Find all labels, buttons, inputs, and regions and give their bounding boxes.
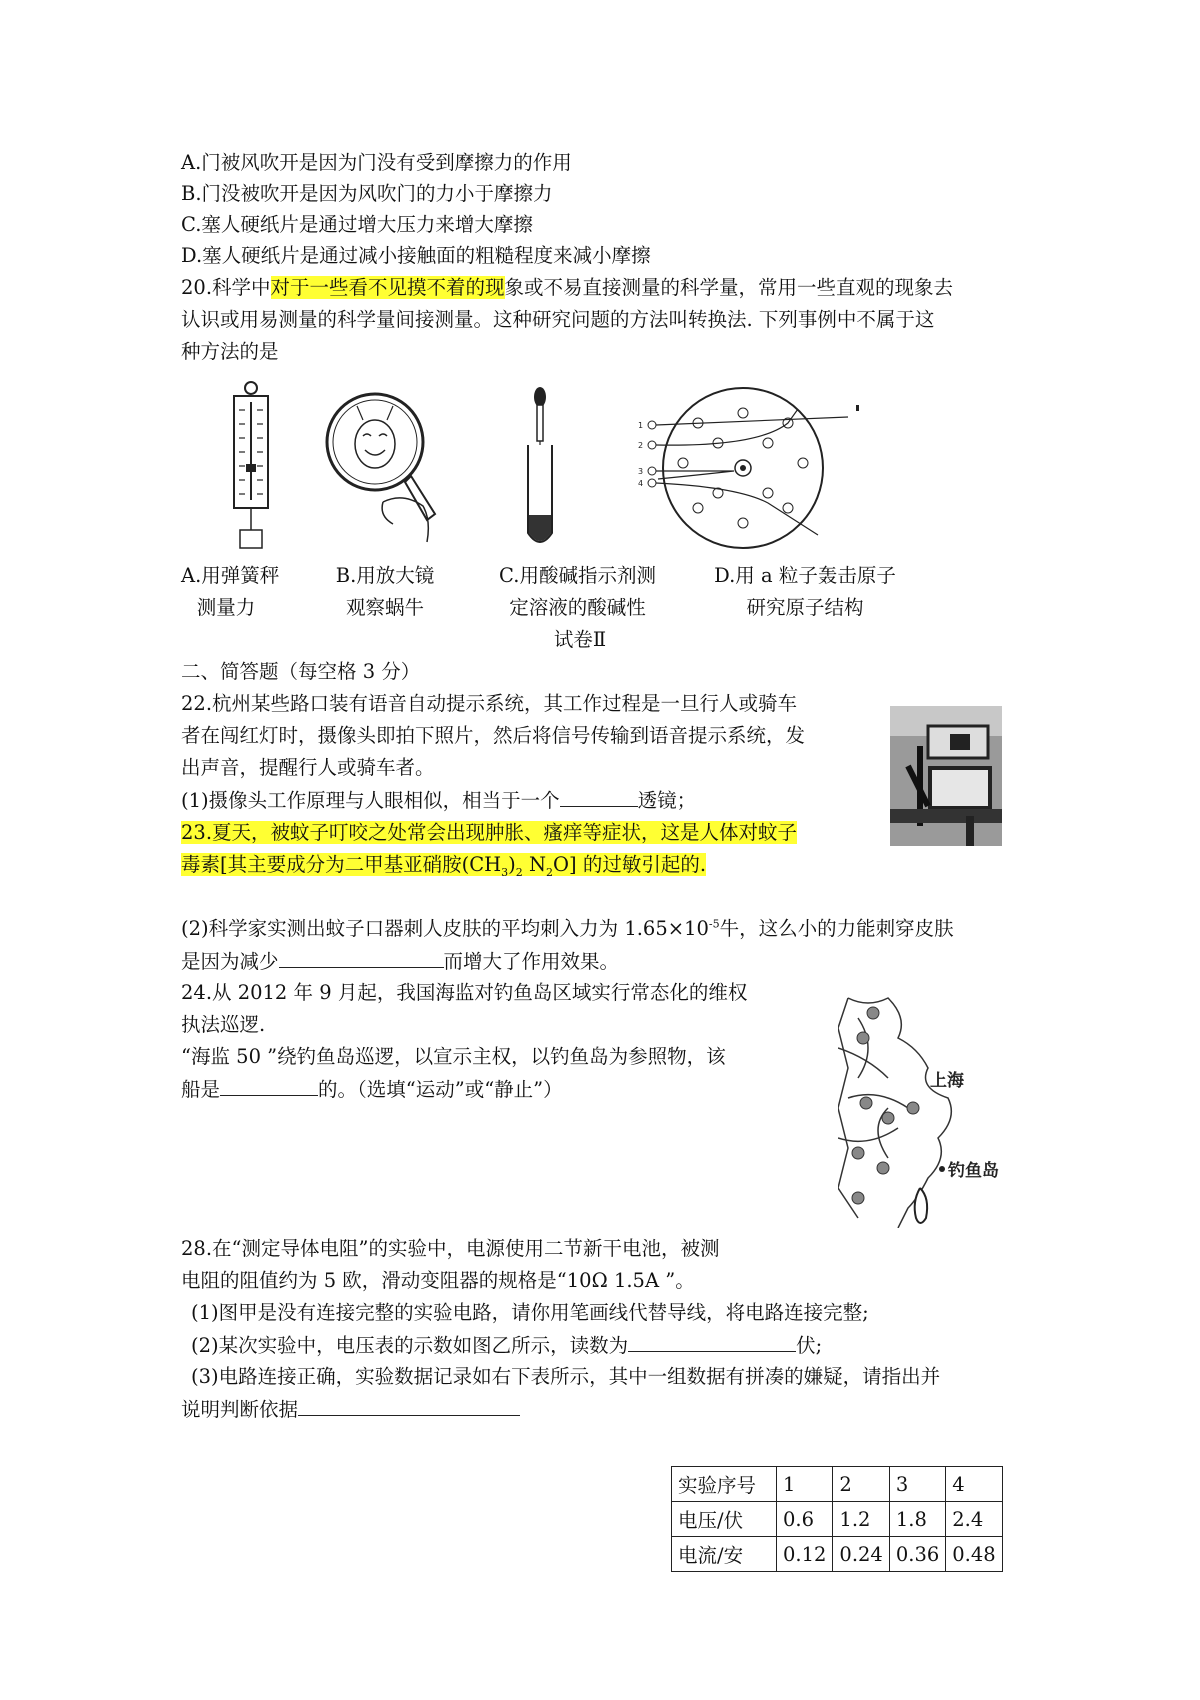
q23-sub-2-line-2-suffix: 而增大了作用效果。 [443,950,620,973]
q24-line-2: 执法巡逻. [181,1013,266,1036]
q23-formula-sub-3: 2 [546,865,554,879]
q23-answer-blank[interactable] [279,945,444,968]
q20-option-d-line-1: D.用 a 粒子轰击原子 [714,564,896,587]
q20-line-2: 认识或用易测量的科学量间接测量。这种研究问题的方法叫转换法. 下列事例中不属于这 [181,308,935,331]
table-cell: 实验序号 [672,1467,777,1502]
q28-sub-2 [191,1329,822,1362]
q20-option-a-line-2: 测量力 [196,596,256,619]
q23-formula-d: O] 的过敏引起的. [553,853,707,876]
q20-option-b-line-1: B.用放大镜 [335,564,435,587]
q20-option-c-line-1: C.用酸碱指示剂测 [499,564,656,587]
q20-prefix: 20.科学中 [181,276,271,299]
table-cell: 电压/伏 [672,1502,777,1537]
paper-2-title: 试卷Ⅱ [553,628,607,651]
q23-formula-a: 毒素[其主要成分为二甲基亚硝胺(CH [181,853,502,876]
q20-option-a-line-1: A.用弹簧秤 [181,564,280,587]
map-label-shanghai: 上海 [930,1071,964,1091]
q23-sub-2-exponent: -5 [708,917,720,931]
q20-option-c-line-2: 定溶液的酸碱性 [509,596,646,619]
q22-line-2: 者在闯红灯时，摄像头即拍下照片，然后将信号传输到语音提示系统，发 [181,724,806,747]
experiment-data-table [671,1466,1003,1572]
spring-scale-figure [226,380,276,552]
alpha-scattering-figure [638,383,866,553]
q19-option-a: A.门被风吹开是因为门没有受到摩擦力的作用 [181,151,572,174]
q19-option-b: B.门没被吹开是因为风吹门的力小于摩擦力 [181,182,553,205]
table-cell: 2.4 [946,1502,1003,1537]
q20-highlight: 对于一些看不见摸不着的现 [270,276,505,299]
q28-sub-1: (1)图甲是没有连接完整的实验电路，请你用笔画线代替导线，将电路连接完整; [191,1301,869,1324]
map-label-diaoyu: 钓鱼岛 [948,1161,999,1181]
q28-line-1: 28.在“测定导体电阻”的实验中，电源使用二节新干电池，被测 [181,1237,720,1260]
q28-sub-2-text: (2)某次实验中，电压表的示数如图乙所示，读数为 [191,1334,629,1357]
alpha-path-label-3: 3 [638,467,644,476]
q19-option-d: D.塞人硬纸片是通过减小接触面的粗糙程度来减小摩擦 [181,244,651,267]
table-cell: 1.2 [833,1502,889,1537]
table-cell: 4 [946,1467,1003,1502]
q28-sub-3: (3)电路连接正确，实验数据记录如右下表所示，其中一组数据有拼凑的嫌疑，请指出并 [191,1365,941,1388]
q24-answer-blank[interactable] [220,1073,318,1096]
table-cell: 2 [833,1467,889,1502]
q20-rest: 象或不易直接测量的科学量，常用一些直观的现象去 [504,276,954,299]
table-row [672,1502,1003,1537]
q20-option-d-line-2: 研究原子结构 [746,596,864,619]
q23-line-2-text [181,853,707,879]
q22-line-1: 22.杭州某些路口装有语音自动提示系统，其工作过程是一旦行人或骑车 [181,692,798,715]
q24-line-3: “海监 50 ”绕钓鱼岛巡逻，以宣示主权，以钓鱼岛为参照物，该 [181,1045,726,1068]
q23-formula-sub-2: 2 [515,865,523,879]
q23-formula-sub-1: 3 [501,865,509,879]
alpha-path-label-1: 1 [638,421,644,430]
table-cell: 0.6 [777,1502,833,1537]
alpha-path-label-4: 4 [638,479,644,488]
q23-sub-2-line-1 [181,913,954,945]
q22-line-3: 出声音，提醒行人或骑车者。 [181,756,435,779]
q23-formula-b: ) [508,853,516,876]
alpha-path-label-2: 2 [638,441,644,450]
q23-formula-c: N [522,853,547,876]
q28-line-2: 电阻的阻值约为 5 欧，滑动变阻器的规格是“10Ω 1.5A ”。 [181,1269,695,1292]
q22-sub-1-suffix: 透镜； [637,789,697,812]
table-cell: 0.12 [777,1537,833,1572]
q20-option-b-line-2: 观察蜗牛 [345,596,424,619]
q23-sub-2-line-2-text: 是因为减少 [181,950,279,973]
camera-photo [890,706,1002,846]
q28-answer-blank-voltage[interactable] [628,1329,796,1352]
diaoyu-map [838,988,1038,1228]
table-cell: 0.48 [946,1537,1003,1572]
q20-line-3: 种方法的是 [181,340,279,363]
q23-sub-2-text: (2)科学家实测出蚊子口器刺人皮肤的平均刺入力为 1.65×10 [181,917,709,940]
q23-sub-2-line-2 [181,945,619,978]
table-row [672,1537,1003,1572]
table-cell: 3 [889,1467,945,1502]
test-tube-figure [520,385,560,553]
q24-line-4-text: 船是 [181,1078,221,1101]
q28-sub-3-line-2-text: 说明判断依据 [181,1398,299,1421]
q24-line-4-suffix: 的。（选填“运动”或“静止”） [318,1078,563,1101]
q24-line-4 [181,1073,563,1106]
table-cell: 电流/安 [672,1537,777,1572]
q20-line-1 [181,272,953,304]
q22-answer-blank[interactable] [560,784,638,807]
section-2-title: 二、简答题（每空格 3 分） [181,660,421,683]
q28-sub-3-line-2 [181,1393,520,1426]
q23-line-2 [181,849,706,881]
q23-line-1-text: 23.夏天，被蚊子叮咬之处常会出现肿胀、瘙痒等症状，这是人体对蚊子 [181,821,798,844]
q19-option-c: C.塞人硬纸片是通过增大压力来增大摩擦 [181,213,533,236]
q23-sub-2-suffix: 牛，这么小的力能刺穿皮肤 [719,917,954,940]
table-cell: 1.8 [889,1502,945,1537]
q28-answer-blank-reason[interactable] [298,1393,520,1416]
q28-sub-2-suffix: 伏; [796,1334,823,1357]
q22-sub-1 [181,784,696,817]
table-cell: 1 [777,1467,833,1502]
table-cell: 0.24 [833,1537,889,1572]
table-cell: 0.36 [889,1537,945,1572]
q22-sub-1-text: (1)摄像头工作原理与人眼相似，相当于一个 [181,789,560,812]
table-row [672,1467,1003,1502]
q24-line-1: 24.从 2012 年 9 月起，我国海监对钓鱼岛区域实行常态化的维权 [181,981,748,1004]
magnifier-figure [323,384,443,549]
q23-line-1 [181,817,797,849]
